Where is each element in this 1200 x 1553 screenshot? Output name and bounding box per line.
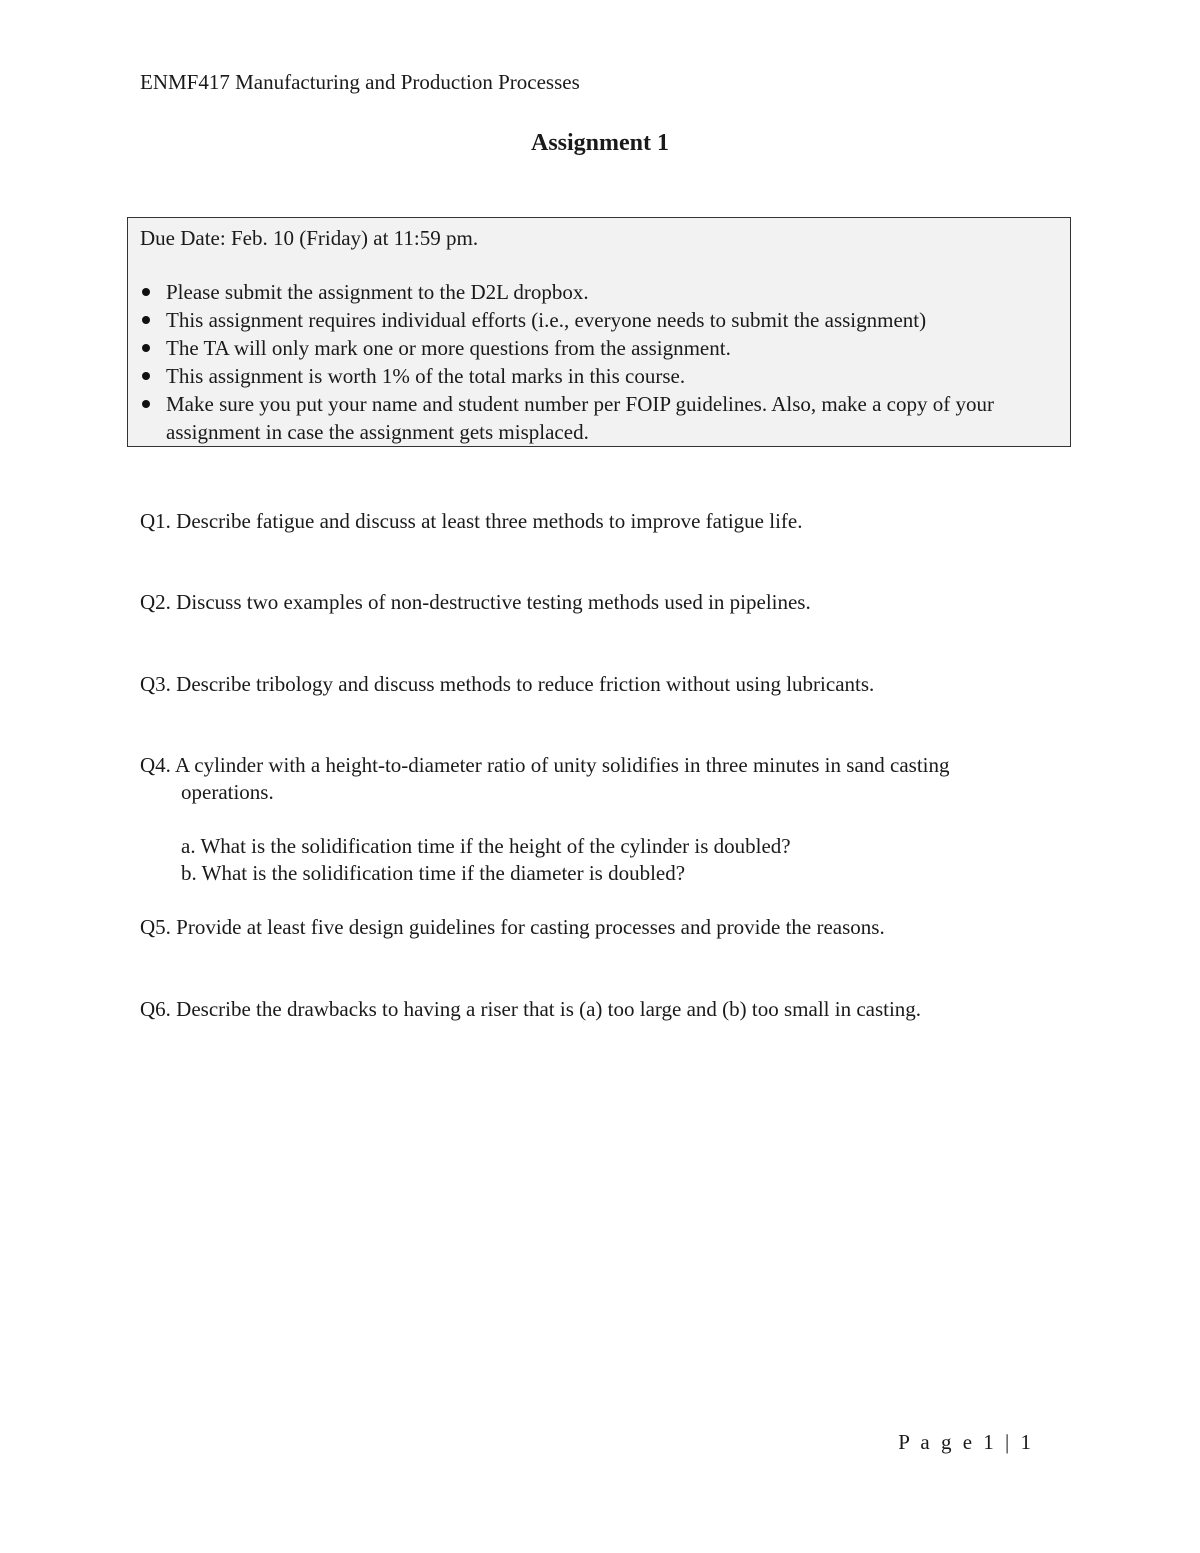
question-4-line-2: operations. [181, 780, 274, 804]
bullet-icon [142, 316, 150, 324]
question-3: Q3. Describe tribology and discuss methods to reduce friction without using lubricants. [140, 672, 875, 696]
bullet-icon [142, 288, 150, 296]
list-item [140, 334, 1058, 362]
list-item-text: Please submit the assignment to the D2L dropbox. [166, 280, 589, 304]
bullet-icon [142, 372, 150, 380]
bullet-icon [142, 400, 150, 408]
bullet-icon [142, 344, 150, 352]
list-item [140, 306, 1058, 334]
question-4a: a. What is the solidification time if the height of the cylinder is doubled? [181, 834, 791, 858]
question-4-line-1: Q4. A cylinder with a height-to-diameter ratio of unity solidifies in three minutes in sand casting [140, 753, 950, 777]
list-item [140, 390, 1058, 446]
due-date: Due Date: Feb. 10 (Friday) at 11:59 pm. [140, 226, 479, 250]
list-item [140, 362, 1058, 390]
course-header: ENMF417 Manufacturing and Production Processes [140, 70, 580, 94]
instructions-list [140, 278, 1058, 446]
list-item-text: The TA will only mark one or more questions from the assignment. [166, 336, 731, 360]
instructions-box [127, 217, 1071, 447]
page-title: Assignment 1 [530, 130, 669, 156]
list-item-text: This assignment requires individual efforts (i.e., everyone needs to submit the assignment) [166, 308, 927, 332]
list-item [140, 278, 1058, 306]
question-5: Q5. Provide at least five design guidelines for casting processes and provide the reasons. [140, 915, 885, 939]
list-item-text: This assignment is worth 1% of the total marks in this course. [166, 364, 686, 388]
page-number: P a g e 1 | 1 [898, 1430, 1034, 1454]
list-item-text: Make sure you put your name and student number per FOIP guidelines. Also, make a copy of your assignment in case the assignment gets misplaced. [166, 392, 994, 444]
question-1: Q1. Describe fatigue and discuss at least three methods to improve fatigue life. [140, 509, 803, 533]
question-6: Q6. Describe the drawbacks to having a riser that is (a) too large and (b) too small in casting. [140, 997, 922, 1021]
question-4 [140, 752, 1060, 806]
question-2: Q2. Discuss two examples of non-destructive testing methods used in pipelines. [140, 590, 811, 614]
question-4b: b. What is the solidification time if the diameter is doubled? [181, 861, 686, 885]
